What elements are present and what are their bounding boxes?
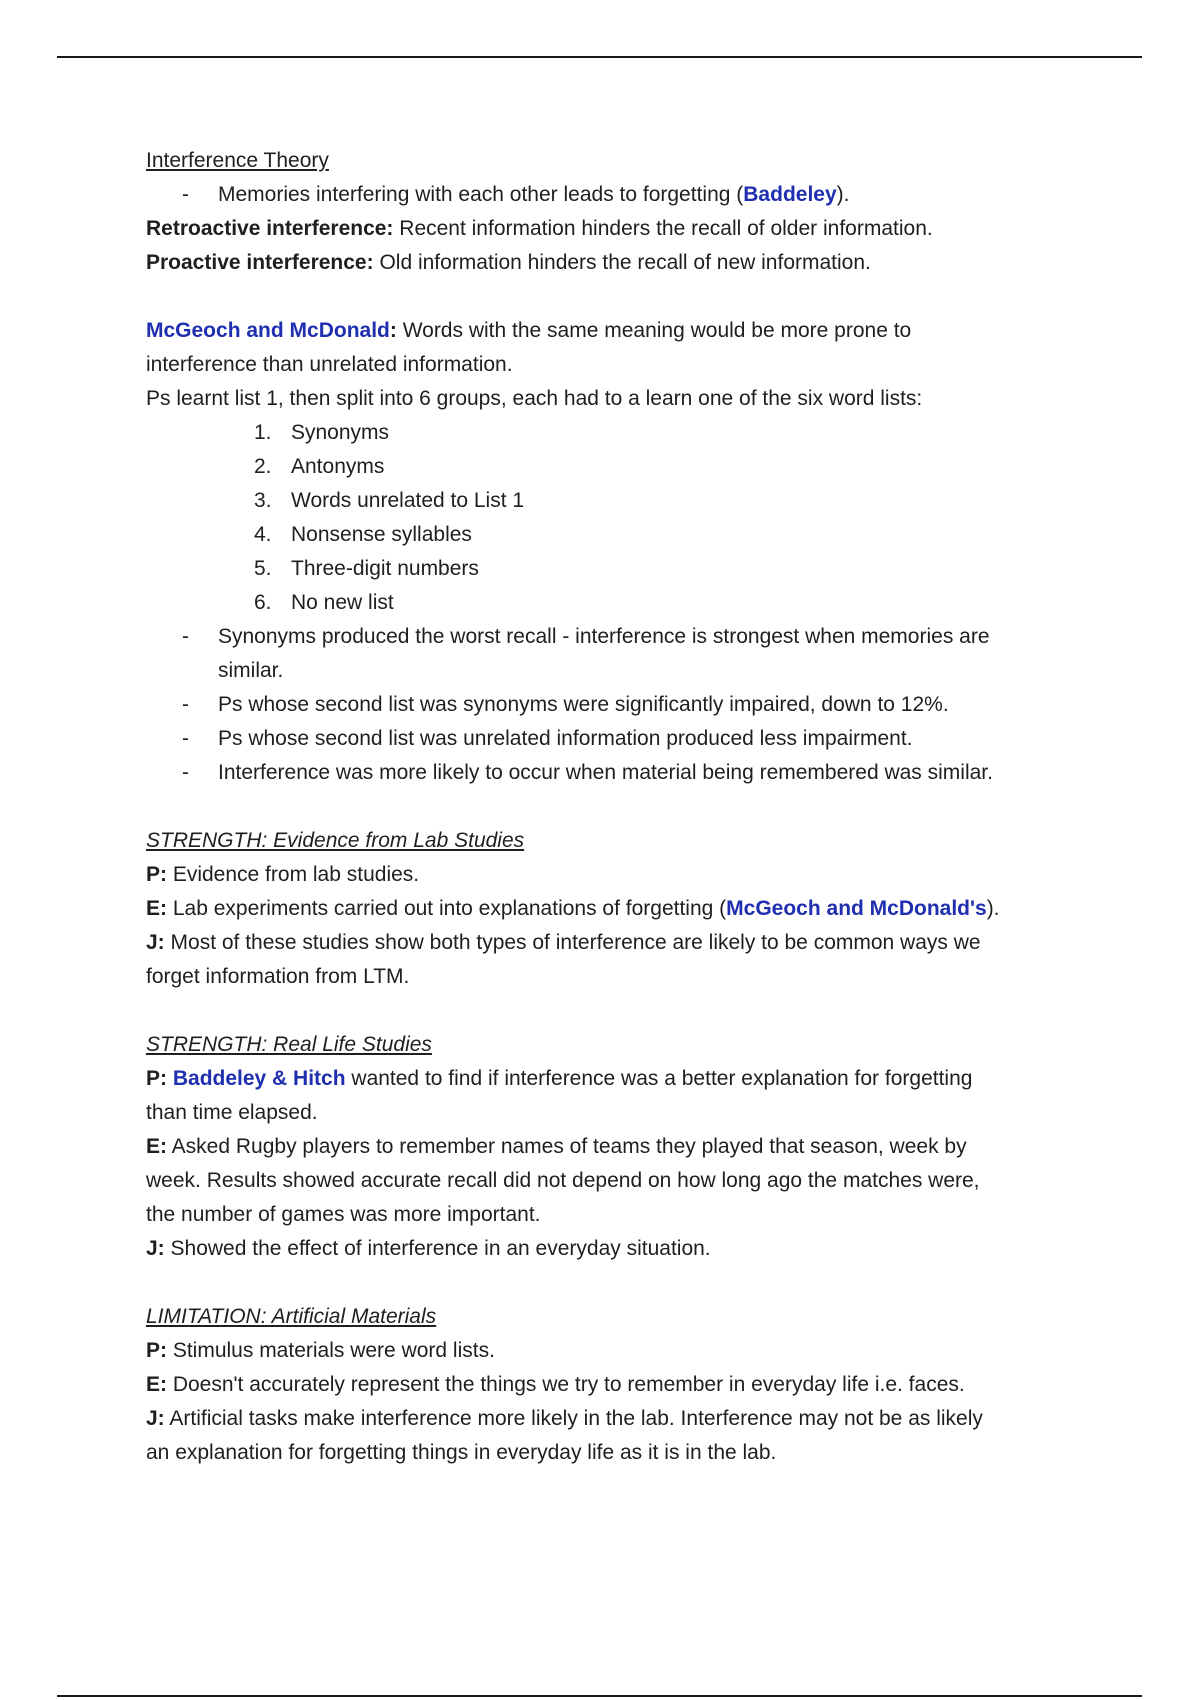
definition-proactive: Proactive interference: Old information hinders the recall of new information. — [146, 251, 871, 274]
list-item: 1. Synonyms — [254, 421, 390, 444]
citation: McGeoch and McDonald's — [726, 897, 987, 920]
limitation-evidence: E: Doesn't accurately represent the things we try to remember in everyday life i.e. faces. — [146, 1373, 965, 1396]
limitation-justify: J: Artificial tasks make interference more likely in the lab. Interference may not be as likely — [146, 1407, 983, 1430]
finding-bullet-cont: similar. — [218, 659, 284, 682]
limitation-point: P: Stimulus materials were word lists. — [146, 1339, 495, 1362]
strength1-justify-cont: forget information from LTM. — [146, 965, 410, 988]
finding-bullet: - Interference was more likely to occur when material being remembered was similar. — [182, 761, 993, 784]
limitation-heading: LIMITATION: Artificial Materials — [146, 1305, 437, 1328]
strength2-point-cont: than time elapsed. — [146, 1101, 318, 1124]
citation: Baddeley — [743, 183, 837, 206]
study-procedure: Ps learnt list 1, then split into 6 groups, each had to a learn one of the six word lists: — [146, 387, 923, 410]
list-item: 5. Three-digit numbers — [254, 557, 479, 580]
citation: Baddeley & Hitch — [172, 1067, 346, 1090]
strength2-evidence: E: Asked Rugby players to remember names of teams they played that season, week by — [146, 1135, 967, 1158]
strength2-justify: J: Showed the effect of interference in an everyday situation. — [146, 1237, 711, 1260]
study-intro: McGeoch and McDonald: Words with the same meaning would be more prone to — [146, 319, 912, 342]
strength1-heading: STRENGTH: Evidence from Lab Studies — [146, 829, 525, 852]
bullet-dash: - — [182, 183, 189, 206]
limitation-justify-cont: an explanation for forgetting things in everyday life as it is in the lab. — [146, 1441, 777, 1464]
list-item: 6. No new list — [254, 591, 394, 614]
list-item: 2. Antonyms — [254, 455, 385, 478]
strength2-evidence-cont: week. Results showed accurate recall did not depend on how long ago the matches were, — [146, 1169, 980, 1192]
strength2-heading: STRENGTH: Real Life Studies — [146, 1033, 432, 1056]
finding-bullet: - Ps whose second list was unrelated information produced less impairment. — [182, 727, 913, 750]
intro-bullet: - Memories interfering with each other leads to forgetting (Baddeley). — [146, 178, 1066, 212]
finding-bullet: - Ps whose second list was synonyms were significantly impaired, down to 12%. — [182, 693, 949, 716]
strength1-justify: J: Most of these studies show both types of interference are likely to be common ways we — [146, 931, 981, 954]
definition-retroactive: Retroactive interference: Recent information hinders the recall of older information. — [146, 217, 933, 240]
study-intro-cont: interference than unrelated information. — [146, 353, 513, 376]
list-item: 3. Words unrelated to List 1 — [254, 489, 525, 512]
strength1-point: P: Evidence from lab studies. — [146, 863, 420, 886]
strength1-evidence: E: Lab experiments carried out into explanations of forgetting (McGeoch and McDonald's). — [146, 897, 1000, 920]
page-title: Interference Theory — [146, 149, 329, 172]
page-top-rule — [57, 56, 1142, 58]
citation: McGeoch and McDonald — [146, 319, 390, 342]
list-item: 4. Nonsense syllables — [254, 523, 472, 546]
strength2-evidence-cont: the number of games was more important. — [146, 1203, 541, 1226]
document-body — [146, 144, 1066, 1470]
finding-bullet: - Synonyms produced the worst recall - interference is strongest when memories are — [182, 625, 990, 648]
page-bottom-rule — [57, 1695, 1142, 1697]
strength2-point: P: Baddeley & Hitch wanted to find if interference was a better explanation for forgetting — [146, 1067, 973, 1090]
